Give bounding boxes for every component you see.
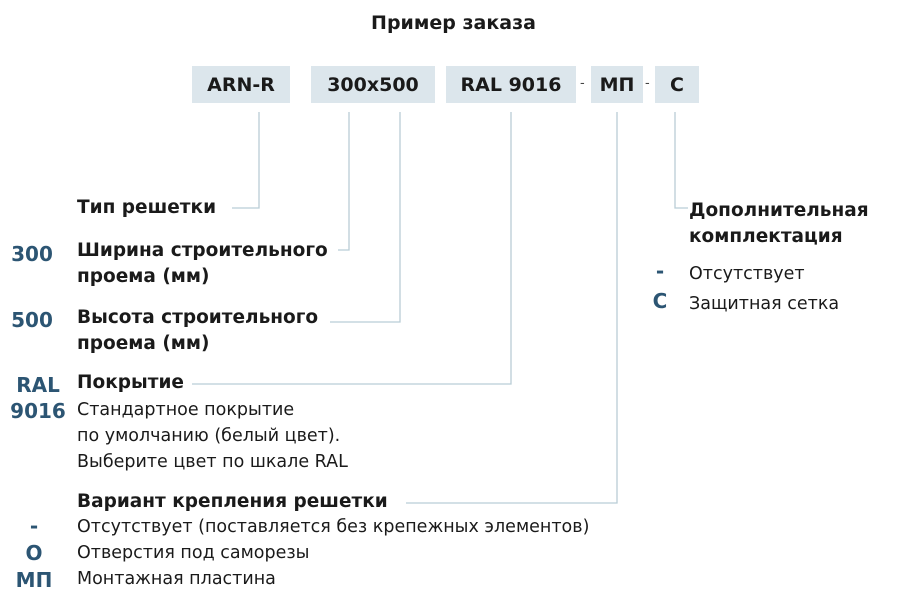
coating-desc-line: по умолчанию (белый цвет). bbox=[77, 426, 341, 446]
coating-label: Покрытие bbox=[77, 372, 184, 393]
mounting-option-text: Отсутствует (поставляется без крепежных элементов) bbox=[77, 517, 590, 537]
mounting-option-text: Монтажная пластина bbox=[77, 569, 276, 589]
connector-extras bbox=[675, 112, 688, 208]
extras-option-text: Защитная сетка bbox=[689, 294, 840, 314]
height-label-line2: проема (мм) bbox=[77, 333, 210, 354]
order-box-coating: RAL 9016 bbox=[446, 66, 576, 103]
extras-option-text: Отсутствует bbox=[689, 264, 805, 284]
extras-label-line1: Дополнительная bbox=[689, 200, 869, 221]
mounting-option-text: Отверстия под саморезы bbox=[77, 543, 310, 563]
order-box-mounting: МП bbox=[591, 66, 643, 103]
page-title: Пример заказа bbox=[371, 12, 536, 34]
order-box-extras: С bbox=[655, 66, 699, 103]
connector-height bbox=[330, 112, 400, 322]
order-separator: - bbox=[580, 76, 585, 91]
height-label-line1: Высота строительного bbox=[77, 307, 319, 328]
mounting-code: О bbox=[25, 541, 43, 565]
mounting-code: МП bbox=[15, 568, 53, 592]
mounting-code: - bbox=[29, 514, 39, 538]
order-separator: - bbox=[645, 76, 650, 91]
coating-desc-line: Выберите цвет по шкале RAL bbox=[77, 452, 348, 472]
coating-code-line1: RAL bbox=[16, 373, 60, 397]
width-label-line1: Ширина строительного bbox=[77, 240, 328, 261]
width-code: 300 bbox=[11, 242, 53, 266]
coating-desc-line: Стандартное покрытие bbox=[77, 400, 295, 420]
coating-code-line2: 9016 bbox=[10, 399, 66, 423]
connector-width bbox=[338, 112, 349, 250]
connector-type bbox=[232, 112, 259, 208]
width-label-line2: проема (мм) bbox=[77, 266, 210, 287]
height-code: 500 bbox=[11, 308, 53, 332]
order-box-size: 300x500 bbox=[311, 66, 435, 103]
extras-code: - bbox=[655, 259, 665, 283]
type-label: Тип решетки bbox=[77, 197, 217, 218]
extras-code: С bbox=[652, 289, 668, 313]
order-box-type: ARN-R bbox=[192, 66, 290, 103]
extras-label-line2: комплектация bbox=[689, 226, 843, 247]
mounting-label: Вариант крепления решетки bbox=[77, 491, 388, 512]
